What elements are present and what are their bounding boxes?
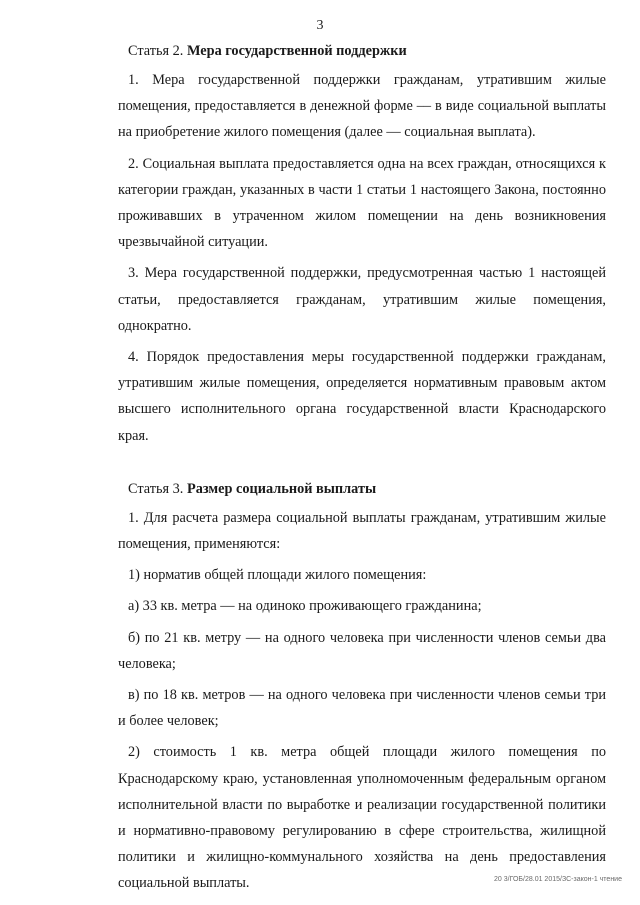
article-2 bbox=[118, 38, 606, 449]
article-3-title: Размер социальной выплаты bbox=[186, 480, 377, 497]
article-3-label: Статья 3. bbox=[128, 480, 184, 497]
article-3-item-1a: а) 33 кв. метра — на одиноко проживающего гражданина; bbox=[128, 598, 482, 615]
article-3-item-2: 2) стоимость 1 кв. метра общей площади жилого помещения по Краснодарскому краю, установленная уполномоченным федеральным органом исполнительной власти по выработке и реализации государственной политики и нормативно-правовому регулированию в сфере строительства, жилищной политики и жилищно-коммунального хозяйства на день предоставления социальной выплаты. bbox=[118, 744, 606, 892]
article-spacer bbox=[118, 454, 606, 476]
article-2-label: Статья 2. bbox=[128, 43, 184, 59]
article-3-item-1: 1) норматив общей площади жилого помещения: bbox=[128, 567, 427, 584]
article-2-paragraph-4: 4. Порядок предоставления меры государственной поддержки гражданам, утратившим жилые помещения, определяется нормативным правовым актом высшего исполнительного органа государственной власти Краснодарского края. bbox=[118, 349, 606, 444]
article-3-item-1c: в) по 18 кв. метров — на одного человека при численности членов семьи три и более человек; bbox=[118, 687, 606, 730]
article-2-paragraph-3: 3. Мера государственной поддержки, предусмотренная частью 1 настоящей статьи, предоставляется гражданам, утратившим жилые помещения, однократно. bbox=[118, 265, 606, 334]
document-body bbox=[118, 38, 606, 902]
article-3 bbox=[118, 476, 606, 897]
footer-document-code: 20 3/ГОБ/28.01 2015/ЗС-закон-1 чтение bbox=[494, 876, 622, 883]
article-2-title: Мера государственной поддержки bbox=[186, 43, 407, 59]
article-2-paragraph-2: 2. Социальная выплата предоставляется одна на всех граждан, относящихся к категории граждан, указанных в части 1 статьи 1 настоящего Закона, постоянно проживавших в утраченном жилом помещении на день возникновения чрезвычайной ситуации. bbox=[118, 155, 606, 251]
article-2-heading bbox=[118, 38, 606, 64]
article-3-item-1b: б) по 21 кв. метру — на одного человека при численности членов семьи два человека; bbox=[118, 629, 606, 672]
article-3-heading bbox=[118, 476, 606, 502]
article-3-paragraph-1: 1. Для расчета размера социальной выплаты гражданам, утратившим жилые помещения, применяются: bbox=[118, 509, 606, 553]
page-number: 3 bbox=[316, 18, 324, 33]
article-2-paragraph-1: 1. Мера государственной поддержки гражданам, утратившим жилые помещения, предоставляется в денежной форме –– в виде социальной выплаты на приобретение жилого помещения (далее — социальная выплата). bbox=[118, 72, 606, 141]
